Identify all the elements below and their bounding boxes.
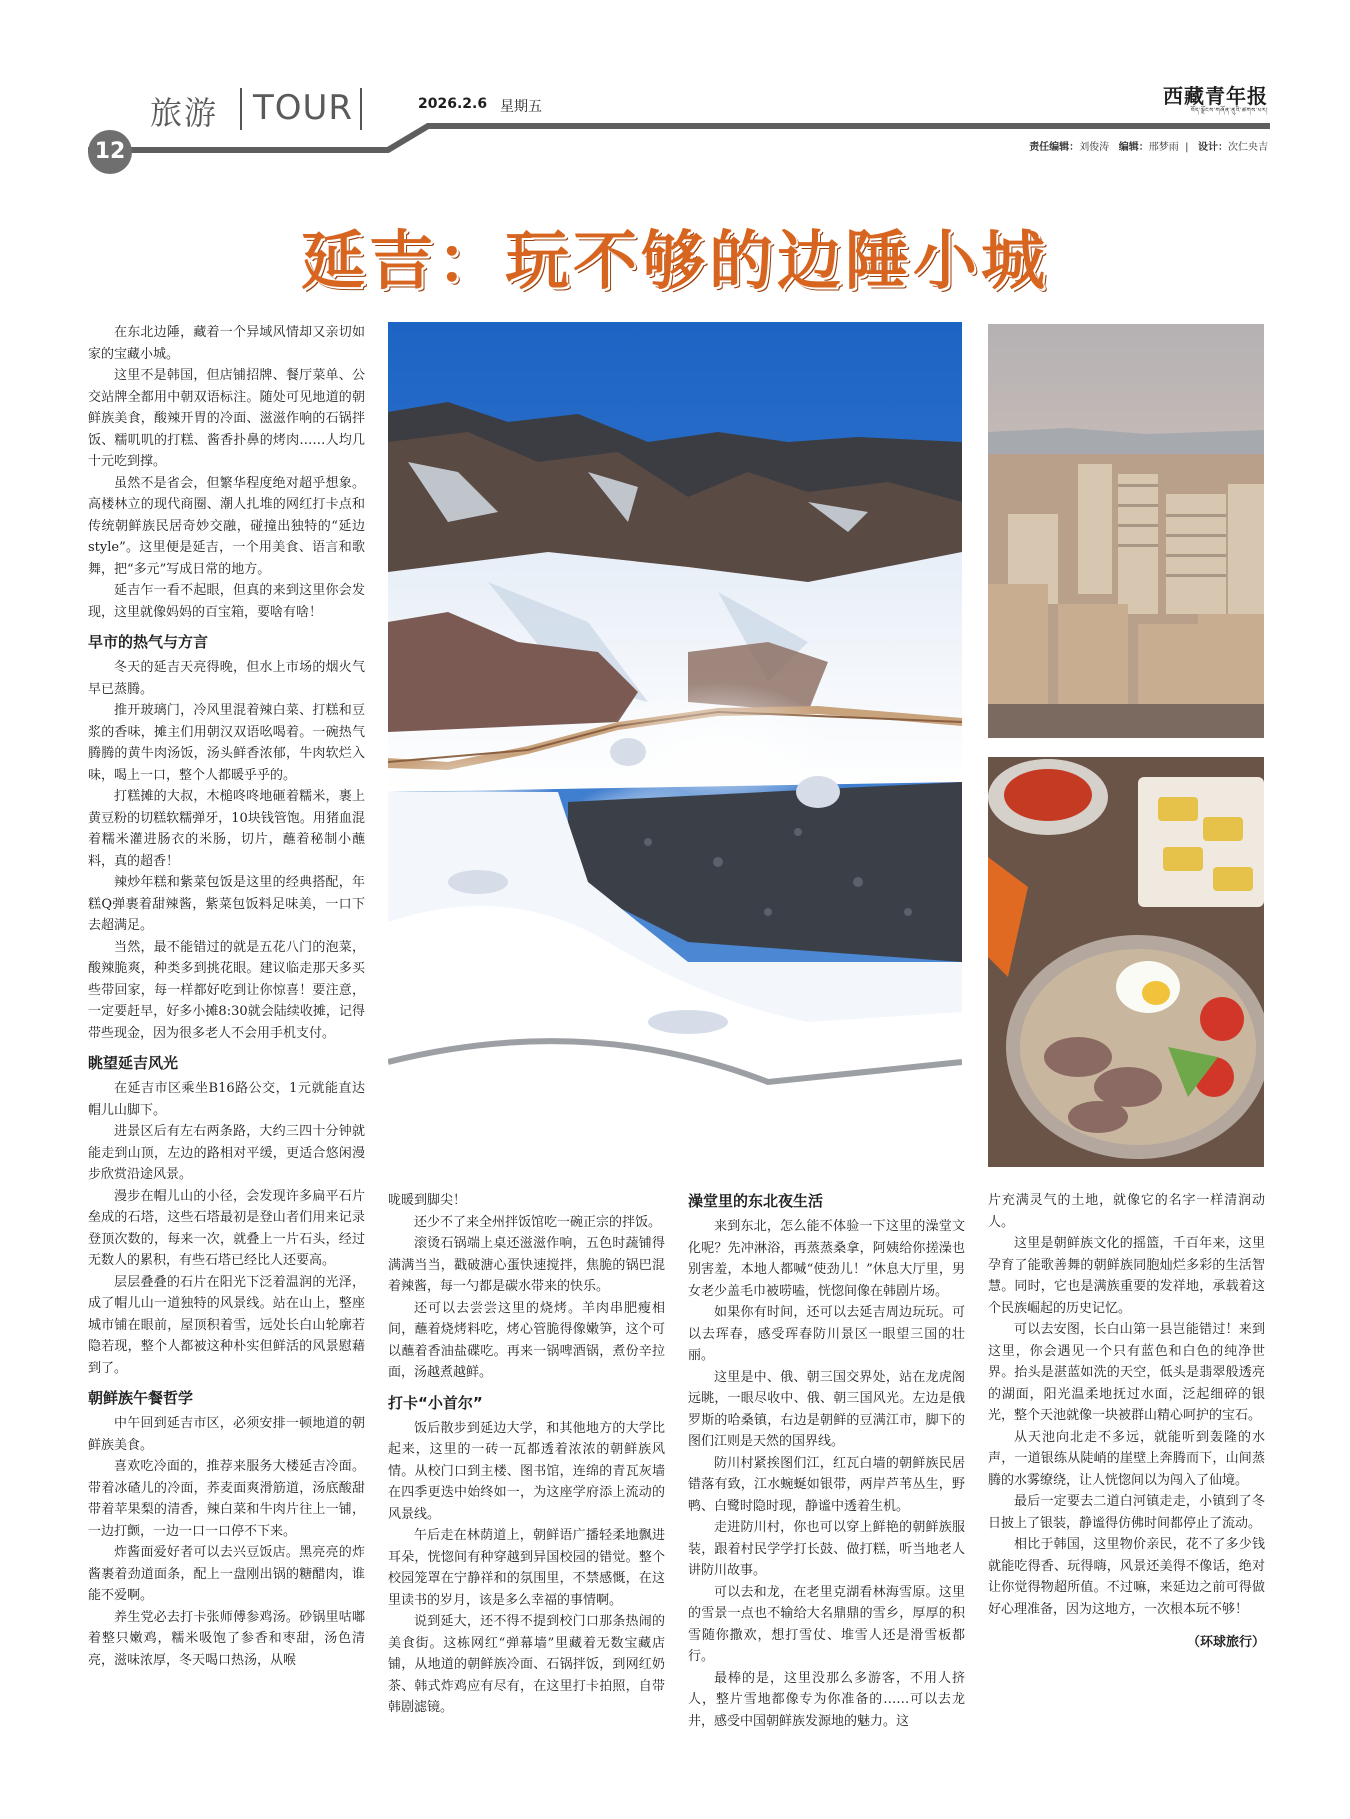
paragraph: 还可以去尝尝这里的烧烤。羊肉串肥瘦相间，蘸着烧烤料吃，烤心管脆得像嫩笋，这个可以蘸着香油盐碟吃。再来一锅啤酒锅，煮份辛拉面，汤越煮越鲜。 bbox=[388, 1300, 665, 1380]
paragraph: 还少不了来全州拌饭馆吃一碗正宗的拌饭。 bbox=[414, 1214, 662, 1230]
paragraph: 养生党必去打卡张师傅参鸡汤。砂锅里咕嘟着整只嫩鸡，糯米吸饱了参香和枣甜，汤色清亮，滋味浓厚，冬天喝口热汤，从喉 bbox=[88, 1609, 365, 1668]
section-heading: 朝鲜族午餐哲学 bbox=[88, 1389, 194, 1407]
paragraph: 从天池向北走不多远，就能听到轰隆的水声，一道银练从陡峭的崖壁上奔腾而下，山间蒸腾的水雾缭绕，让人恍惚间以为闯入了仙境。 bbox=[988, 1429, 1265, 1488]
city-skyline-photo bbox=[988, 324, 1264, 738]
paragraph: 说到延大，还不得不提到校门口那条热闹的美食街。这栋网红“弹幕墙”里藏着无数宝藏店铺，从地道的朝鲜族冷面、石锅拌饭，到网红奶茶、韩式炸鸡应有尽有，在这里打卡拍照，自带韩剧滤镜。 bbox=[388, 1614, 665, 1715]
paragraph: 进景区后有左右两条路，大约三四十分钟就能走到山顶，左边的路相对平缓，更适合悠闲漫步欣赏沿途风景。 bbox=[88, 1124, 365, 1182]
paragraph: 这里不是韩国，但店铺招牌、餐厅菜单、公交站牌全都用中朝双语标注。随处可见地道的朝鲜族美食，酸辣开胃的冷面、滋滋作响的石锅拌饭、糯叽叽的打糕、酱香扑鼻的烤肉……人均几十元吃到撑。 bbox=[88, 368, 365, 469]
newspaper-name-tibetan: བོད་ལྗོངས་གཞོན་ནུའི་ཚགས་པར། bbox=[1190, 107, 1268, 114]
page-number-badge: 12 bbox=[88, 130, 132, 174]
paragraph: 滚烫石锅端上桌还滋滋作响，五色时蔬铺得满满当当，戳破溏心蛋快速搅拌，焦脆的锅巴混着辣酱，每一勺都是碳水带来的快乐。 bbox=[388, 1236, 665, 1294]
designer-name: 次仁央吉 bbox=[1228, 142, 1268, 153]
korean-food-photo bbox=[988, 757, 1264, 1167]
paragraph: 中午回到延吉市区，必须安排一顿地道的朝鲜族美食。 bbox=[88, 1416, 365, 1453]
paragraph: 延吉乍一看不起眼，但真的来到这里你会发现，这里就像妈妈的百宝箱，要啥有啥！ bbox=[88, 583, 365, 620]
paragraph: 午后走在林荫道上，朝鲜语广播轻柔地飘进耳朵，恍惚间有种穿越到异国校园的错觉。整个校园笼罩在宁静祥和的氛围里，不禁感慨，在这里读书的岁月，该是多么幸福的事情啊。 bbox=[388, 1528, 665, 1608]
paragraph: 漫步在帽儿山的小径，会发现许多扁平石片垒成的石塔，这些石塔最初是登山者们用来记录登顶次数的，每来一次，就叠上一片石头，经过无数人的累积，有些石塔已经比人还要高。 bbox=[88, 1188, 365, 1268]
paragraph: 来到东北，怎么能不体验一下这里的澡堂文化呢？先冲淋浴，再蒸蒸桑拿，阿姨给你搓澡也别害羞，本地人都喊“使劲儿！”休息大厅里，男女老少盖毛巾被唠嗑，恍惚间像在韩剧片场。 bbox=[688, 1219, 965, 1299]
paragraph: 这里是中、俄、朝三国交界处，站在龙虎阁远眺，一眼尽收中、俄、朝三国风光。左边是俄罗斯的哈桑镇，右边是朝鲜的豆满江市，脚下的图们江则是天然的国界线。 bbox=[688, 1369, 965, 1449]
paragraph: 在延吉市区乘坐B16路公交，1元就能直达帽儿山脚下。 bbox=[88, 1081, 365, 1118]
staff-credits: 责任编辑：刘俊涛 编辑：邢梦雨 | 设计：次仁央吉 bbox=[1029, 142, 1268, 153]
paragraph: 层层叠叠的石片在阳光下泛着温润的光泽，成了帽儿山一道独特的风景线。站在山上，整座城市铺在眼前，屋顶积着雪，远处长白山轮廓若隐若现，整个人都被这种朴实但鲜活的风景慰藉到了。 bbox=[88, 1274, 365, 1376]
paragraph: 这里是朝鲜族文化的摇篮，千百年来，这里孕育了能歌善舞的朝鲜族同胞灿烂多彩的生活智慧。同时，它也是满族重要的发祥地，承载着这个民族崛起的历史记忆。 bbox=[988, 1236, 1265, 1316]
issue-weekday: 星期五 bbox=[500, 99, 542, 115]
section-heading: 眺望延吉风光 bbox=[88, 1054, 179, 1072]
paragraph: 防川村紧挨图们江，红瓦白墙的朝鲜族民居错落有致，江水蜿蜒如银带，两岸芦苇丛生，野鸭、白鹭时隐时现，静谧中透着生机。 bbox=[688, 1455, 965, 1514]
article-column-4 bbox=[988, 1190, 1265, 1654]
paragraph: 喜欢吃冷面的，推荐来服务大楼延吉冷面。带着冰碴儿的冷面，荞麦面爽滑筋道，汤底酸甜带着苹果梨的清香，辣白菜和牛肉片往上一铺，一边打颤，一边一口一口停不下来。 bbox=[88, 1459, 365, 1539]
editor2-name: 邢梦雨 bbox=[1148, 142, 1179, 153]
paragraph: 推开玻璃门，冷风里混着辣白菜、打糕和豆浆的香味，摊主们用朝汉双语吆喝着。一碗热气腾腾的黄牛肉汤饭，汤头鲜香浓郁，牛肉软烂入味，喝上一口，整个人都暖乎乎的。 bbox=[88, 703, 365, 783]
paragraph: 相比于韩国，这里物价亲民，花不了多少钱就能吃得香、玩得嗨，风景还美得不像话，绝对让你觉得物超所值。不过嘛，来延边之前可得做好心理准备，因为这地方，一次根本玩不够！ bbox=[988, 1537, 1265, 1617]
source-credit: （环球旅行） bbox=[1186, 1635, 1265, 1650]
paragraph: 辣炒年糕和紫菜包饭是这里的经典搭配，年糕Q弹裹着甜辣酱，紫菜包饭料足味美，一口下去超满足。 bbox=[88, 875, 365, 933]
paragraph: 最棒的是，这里没那么多游客，不用人挤人，整片雪地都像专为你准备的……可以去龙井，感受中国朝鲜族发源地的魅力。这 bbox=[688, 1670, 965, 1729]
paragraph: 如果你有时间，还可以去延吉周边玩玩。可以去珲春，感受珲春防川景区一眼望三国的壮丽。 bbox=[688, 1305, 965, 1363]
section-heading: 早市的热气与方言 bbox=[88, 633, 209, 651]
paragraph: 在东北边陲，藏着一个异域风情却又亲切如家的宝藏小城。 bbox=[88, 325, 365, 362]
article-title: 延吉：玩不够的边陲小城 bbox=[301, 225, 1049, 299]
section-heading: 澡堂里的东北夜生活 bbox=[688, 1192, 824, 1210]
article-column-3 bbox=[688, 1190, 965, 1732]
hot-spring-snow-photo bbox=[388, 322, 962, 1166]
newspaper-name: 西藏青年报 bbox=[1163, 84, 1268, 108]
paragraph: 炸酱面爱好者可以去兴豆饭店。黑亮亮的炸酱裹着劲道面条，配上一盘刚出锅的糖醋肉，谁能不爱啊。 bbox=[88, 1545, 365, 1603]
editor-label: 责任编辑： bbox=[1029, 142, 1080, 153]
article-column-1 bbox=[88, 322, 365, 1671]
paragraph: 饭后散步到延边大学，和其他地方的大学比起来，这里的一砖一瓦都透着浓浓的朝鲜族风情。从校门口到主楼、图书馆，连绵的青瓦灰墙在四季更迭中始终如一，为这座学府添上流动的风景线。 bbox=[388, 1420, 665, 1522]
designer-label: 设计： bbox=[1198, 142, 1228, 153]
issue-date: 2026.2.6 bbox=[418, 96, 488, 112]
editor2-label: 编辑： bbox=[1118, 142, 1149, 153]
paragraph: 咙暖到脚尖！ bbox=[388, 1193, 467, 1208]
article-column-2 bbox=[388, 1190, 665, 1719]
paragraph: 当然，最不能错过的就是五花八门的泡菜，酸辣脆爽，种类多到挑花眼。建议临走那天多买些带回家，每一样都好吃到让你惊喜！要注意，一定要赶早，好多小摊8:30就会陆续收摊，记得带些现金，因为很多老人不会用手机支付。 bbox=[88, 939, 365, 1041]
editor-name: 刘俊涛 bbox=[1079, 142, 1110, 153]
paragraph: 打糕摊的大叔，木槌咚咚地砸着糯米，裹上黄豆粉的切糕软糯弹牙，10块钱管饱。用猪血混着糯米灌进肠衣的米肠，切片，蘸着秘制小蘸料，真的超香！ bbox=[88, 789, 365, 869]
paragraph: 走进防川村，你也可以穿上鲜艳的朝鲜族服装，跟着村民学学打长鼓、做打糕，听当地老人讲防川故事。 bbox=[688, 1520, 965, 1578]
paragraph: 最后一定要去二道白河镇走走，小镇到了冬日披上了银装，静谧得仿佛时间都停止了流动。 bbox=[988, 1494, 1265, 1531]
section-name: 旅游 bbox=[150, 94, 219, 132]
paragraph: 可以去和龙，在老里克湖看林海雪原。这里的雪景一点也不输给大名鼎鼎的雪乡，厚厚的积雪随你撒欢，想打雪仗、堆雪人还是滑雪板都行。 bbox=[688, 1584, 965, 1664]
section-heading: 打卡“小首尔” bbox=[388, 1393, 483, 1412]
section-name-en: TOUR bbox=[253, 88, 354, 128]
paragraph: 虽然不是省会，但繁华程度绝对超乎想象。高楼林立的现代商圈、潮人扎堆的网红打卡点和传统朝鲜族民居奇妙交融，碰撞出独特的“延边style”。这里便是延吉，一个用美食、语言和歌舞，把“多元”写成日常的地方。 bbox=[88, 475, 365, 577]
paragraph: 片充满灵气的土地，就像它的名字一样清润动人。 bbox=[988, 1193, 1265, 1230]
paragraph: 冬天的延吉天亮得晚，但水上市场的烟火气早已蒸腾。 bbox=[88, 660, 365, 697]
paragraph: 可以去安图，长白山第一县岂能错过！来到这里，你会遇见一个只有蓝色和白色的纯净世界。抬头是湛蓝如洗的天空，低头是翡翠般透亮的湖面，阳光温柔地抚过水面，泛起细碎的银光，整个天池就像一块被群山精心呵护的宝石。 bbox=[988, 1322, 1265, 1423]
